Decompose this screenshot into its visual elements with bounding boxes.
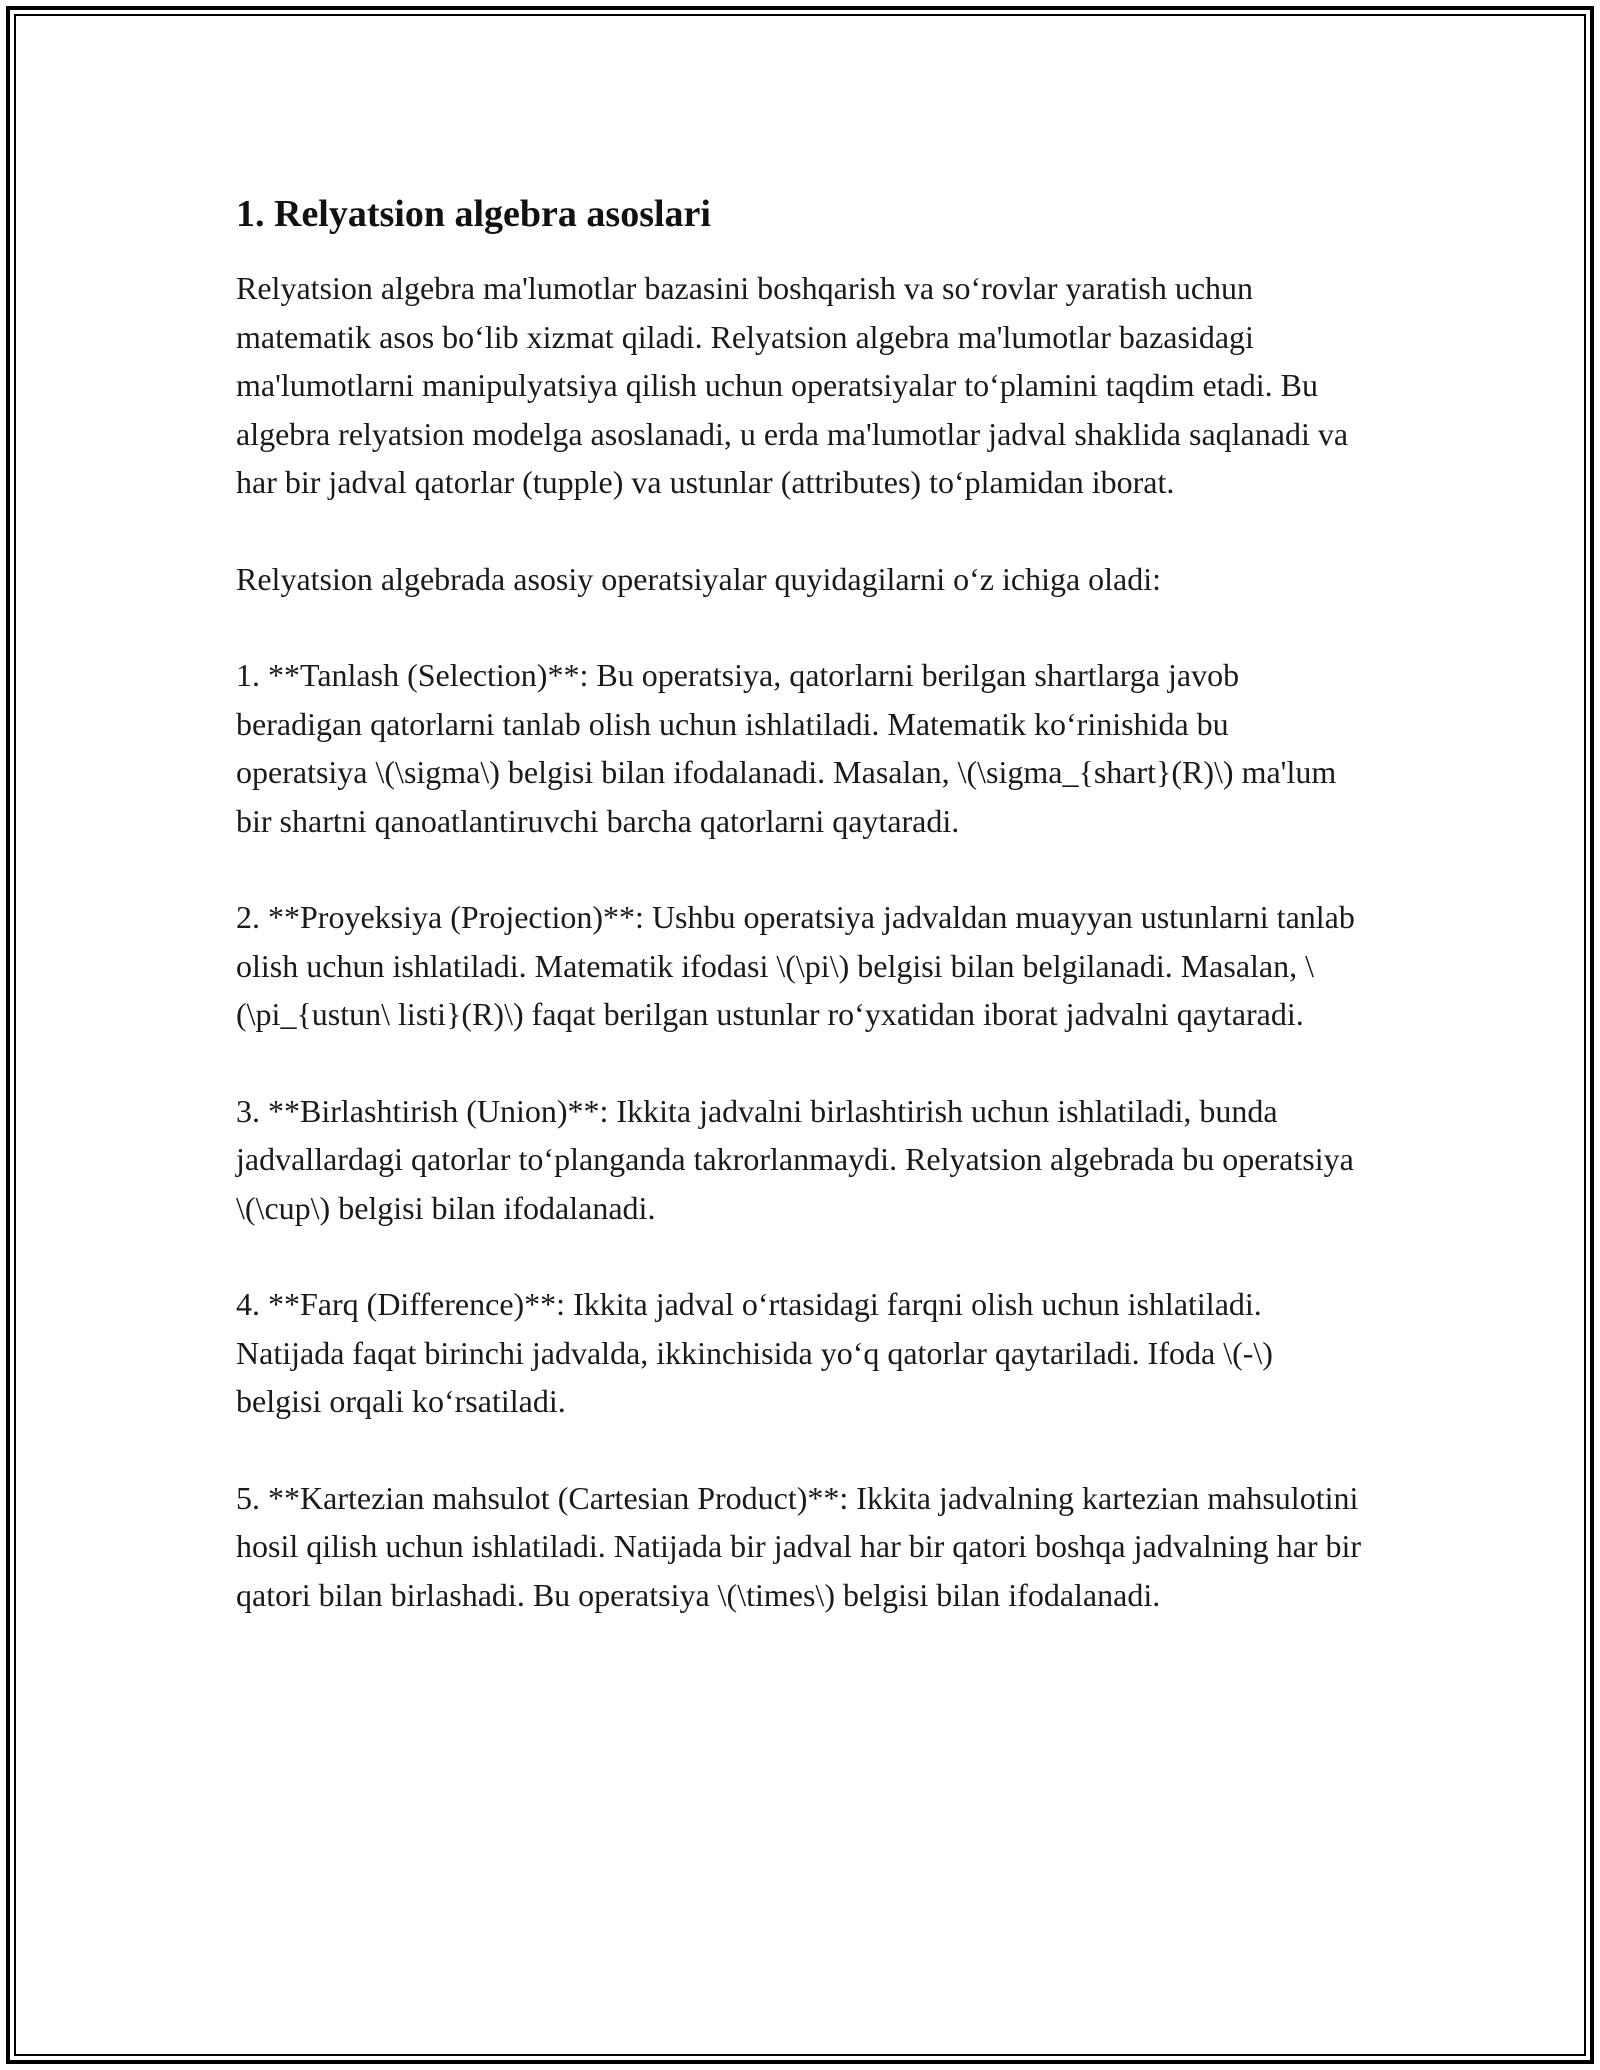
intro-paragraph: Relyatsion algebra ma'lumotlar bazasini boshqarish va so‘rovlar yaratish uchun matematik asos bo‘lib xizmat qiladi. Relyatsion algebra ma'lumotlar bazasidagi ma'lumotlarni manipulyatsiya qilish uchun operatsiyalar to‘plamini taqdim etadi. Bu algebra relyatsion modelga asoslanadi, u erda ma'lumotlar jadval shaklida saqlanadi va har bir jadval qatorlar (tupple) va ustunlar (attributes) to‘plamidan iborat. <box>236 270 1349 500</box>
selection-paragraph: 1. **Tanlash (Selection)**: Bu operatsiya, qatorlarni berilgan shartlarga javob beradigan qatorlarni tanlab olish uchun ishlatiladi. Matematik ko‘rinishida bu operatsiya \(\sigma\) belgisi bilan ifodalanadi. Masalan, \(\sigma_{shart}(R)\) ma'lum bir shartni qanoatlantiruvchi barcha qatorlarni qaytaradi. <box>236 657 1337 839</box>
difference-paragraph: 4. **Farq (Difference)**: Ikkita jadval o‘rtasidagi farqni olish uchun ishlatiladi. Natijada faqat birinchi jadvalda, ikkinchisida yo‘q qatorlar qaytariladi. Ifoda \(-\) belgisi orqali ko‘rsatiladi. <box>236 1286 1273 1419</box>
document-body <box>236 186 1366 1667</box>
union-paragraph: 3. **Birlashtirish (Union)**: Ikkita jadvalni birlashtirish uchun ishlatiladi, bunda jadvallardagi qatorlar to‘planganda takrorlanmaydi. Relyatsion algebrada bu operatsiya \(\cup\) belgisi bilan ifodalanadi. <box>236 1092 1354 1226</box>
operations-lead-paragraph: Relyatsion algebrada asosiy operatsiyalar quyidagilarni o‘z ichiga oladi: <box>236 560 1162 597</box>
projection-paragraph: 2. **Proyeksiya (Projection)**: Ushbu operatsiya jadvaldan muayyan ustunlarni tanlab olish uchun ishlatiladi. Matematik ifodasi \(\pi\) belgisi bilan belgilanadi. Masalan, \(\pi_{ustun\ listi}(R)\) faqat berilgan ustunlar ro‘yxatidan iborat jadvalni qaytaradi. <box>236 899 1355 1032</box>
section-heading: 1. Relyatsion algebra asoslari <box>236 193 711 235</box>
cartesian-product-paragraph: 5. **Kartezian mahsulot (Cartesian Product)**: Ikkita jadvalning kartezian mahsulotini hosil qilish uchun ishlatiladi. Natijada bir jadval har bir qatori boshqa jadvalning har bir qatori bilan birlashadi. Bu operatsiya \(\times\) belgisi bilan ifodalanadi. <box>236 1479 1362 1613</box>
